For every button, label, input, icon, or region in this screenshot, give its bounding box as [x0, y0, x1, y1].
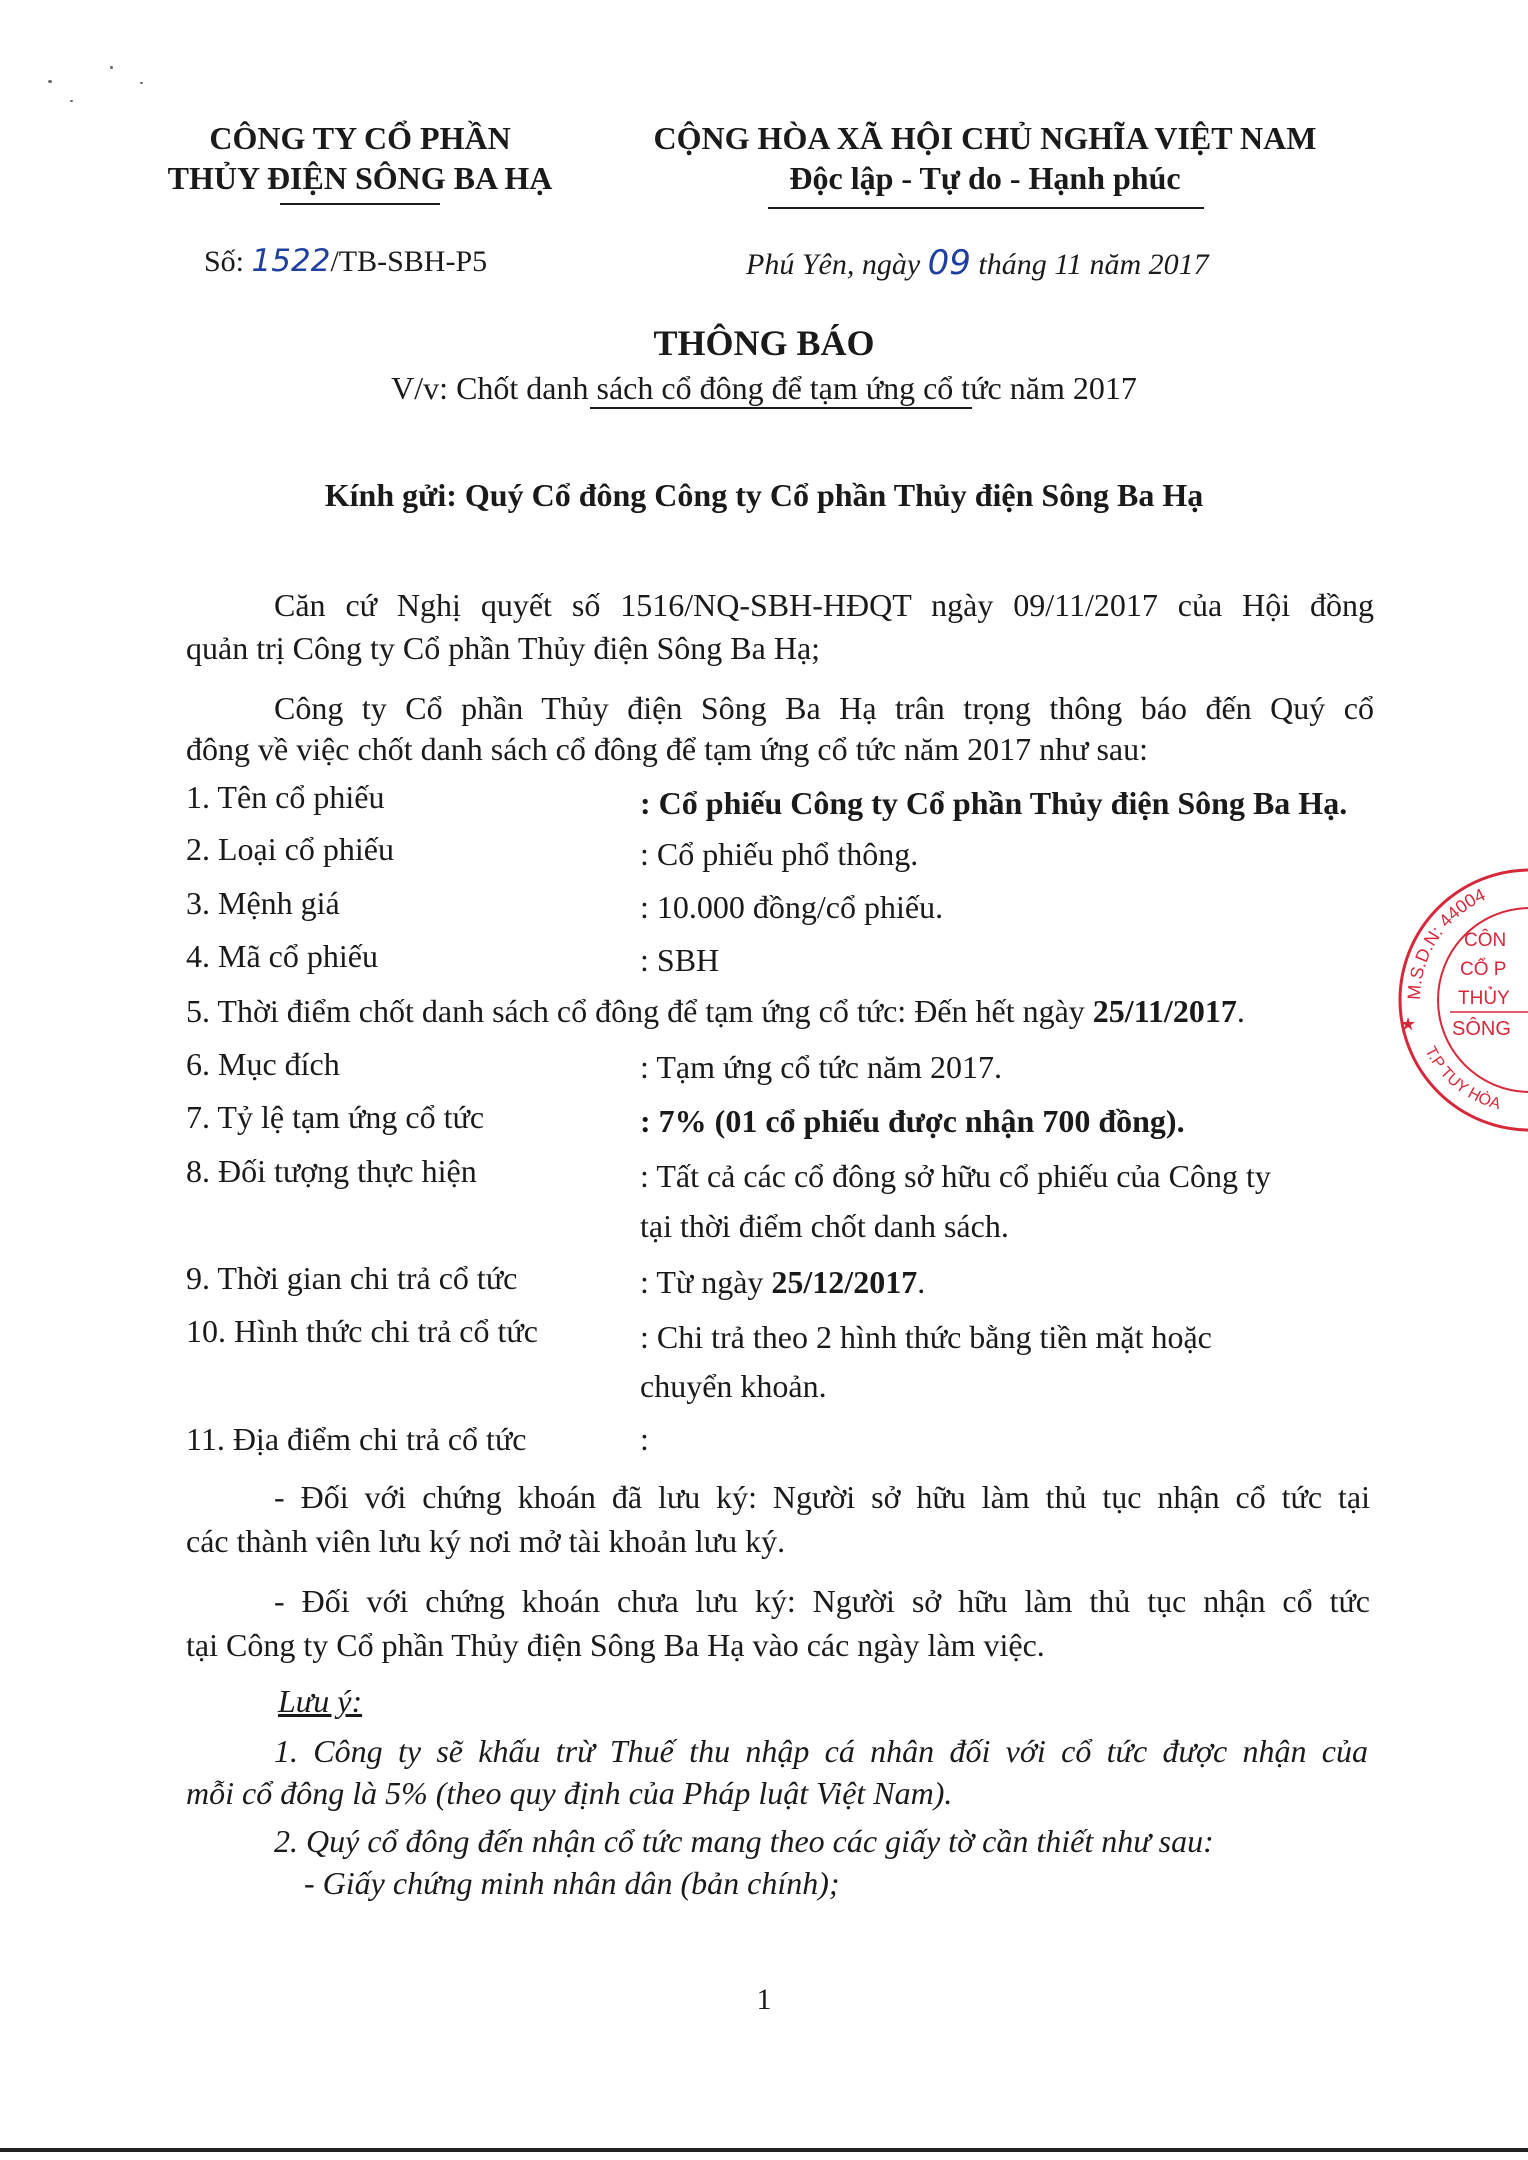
place-undeposited-line-1: - Đối với chứng khoán chưa lưu ký: Người sở hữu làm thủ tục nhận cổ tức	[274, 1583, 1370, 1619]
item-4-label: 4. Mã cổ phiếu	[186, 938, 378, 974]
page-number: 1	[756, 1983, 772, 2016]
document-number-prefix: Số:	[204, 245, 245, 278]
item-9-value	[640, 1261, 925, 1303]
item-9-label: 9. Thời gian chi trả cổ tức	[186, 1260, 518, 1296]
document-date	[746, 243, 1209, 285]
company-underline	[280, 203, 440, 205]
item-9-value-prefix: : Từ ngày	[640, 1264, 772, 1300]
item-5-date: 25/11/2017	[1092, 993, 1237, 1029]
notes-heading: Lưu ý:	[278, 1683, 363, 1719]
subject-underline	[590, 407, 972, 409]
scan-speck	[48, 80, 52, 83]
item-10-value-line-1: : Chi trả theo 2 hình thức bằng tiền mặt hoặc	[640, 1319, 1212, 1355]
document-number-suffix: /TB-SBH-P5	[330, 245, 488, 278]
item-3-label: 3. Mệnh giá	[186, 885, 340, 921]
date-day-handwritten: 09	[927, 243, 971, 283]
paragraph-2-line-1: Công ty Cổ phần Thủy điện Sông Ba Hạ trân trọng thông báo đến Quý cổ	[274, 690, 1374, 726]
place-undeposited-line-2: tại Công ty Cổ phần Thủy điện Sông Ba Hạ vào các ngày làm việc.	[186, 1627, 1045, 1663]
seal-line-4: SÔNG	[1452, 1018, 1511, 1040]
place-deposited-line-2: các thành viên lưu ký nơi mở tài khoản lưu ký.	[186, 1523, 786, 1559]
seal-line-3: THỦY	[1458, 988, 1510, 1009]
item-5-end: .	[1236, 993, 1245, 1029]
item-10-value-line-2: chuyển khoản.	[640, 1368, 827, 1404]
scan-bottom-edge	[0, 2148, 1528, 2152]
seal-text-bottom: T.P TUY HÒA	[1421, 1043, 1503, 1114]
document-subject: V/v: Chốt danh sách cổ đông để tạm ứng cổ tức năm 2017	[391, 370, 1137, 406]
scan-speck	[110, 66, 113, 69]
item-6-value: : Tạm ứng cổ tức năm 2017.	[640, 1049, 1003, 1085]
item-8-value-line-2: tại thời điểm chốt danh sách.	[640, 1208, 1009, 1244]
item-2-value: : Cổ phiếu phổ thông.	[640, 836, 919, 872]
document-number	[204, 241, 487, 282]
note-1-line-2: mỗi cổ đông là 5% (theo quy định của Pháp luật Việt Nam).	[186, 1775, 953, 1811]
motto-underline	[768, 207, 1204, 209]
paragraph-1-line-1: Căn cứ Nghị quyết số 1516/NQ-SBH-HĐQT ngày 09/11/2017 của Hội đồng	[274, 587, 1374, 623]
country-name: CỘNG HÒA XÃ HỘI CHỦ NGHĨA VIỆT NAM	[653, 120, 1317, 156]
seal-star: ★	[1400, 1014, 1417, 1034]
note-2-line-1: 2. Quý cổ đông đến nhận cổ tức mang theo các giấy tờ cần thiết như sau:	[274, 1823, 1214, 1859]
item-9-value-end: .	[917, 1264, 926, 1300]
seal-line-1: CÔN	[1464, 930, 1507, 951]
item-10-label: 10. Hình thức chi trả cổ tức	[186, 1313, 538, 1349]
company-name-line2: THỦY ĐIỆN SÔNG BA HẠ	[167, 160, 553, 196]
item-3-value: : 10.000 đồng/cổ phiếu.	[640, 889, 944, 925]
date-prefix: Phú Yên, ngày	[746, 248, 921, 281]
seal-line-2: CỔ P	[1460, 959, 1507, 980]
item-5	[186, 990, 1245, 1032]
item-9-value-date: 25/12/2017	[771, 1264, 918, 1300]
seal-text-top: M.S.D.N: 44004	[1403, 884, 1489, 1001]
place-deposited-line-1: - Đối với chứng khoán đã lưu ký: Người sở hữu làm thủ tục nhận cổ tức tại	[274, 1479, 1370, 1515]
item-11-value: :	[640, 1421, 649, 1457]
paragraph-1-line-2: quản trị Công ty Cổ phần Thủy điện Sông Ba Hạ;	[186, 630, 821, 666]
item-2-label: 2. Loại cổ phiếu	[186, 831, 394, 867]
item-8-value-line-1: : Tất cả các cổ đông sở hữu cổ phiếu của Công ty	[640, 1158, 1271, 1194]
company-seal	[1380, 850, 1528, 1150]
item-5-text: 5. Thời điểm chốt danh sách cổ đông để tạm ứng cổ tức: Đến hết ngày	[186, 993, 1093, 1029]
scan-speck	[70, 100, 73, 102]
item-7-label: 7. Tỷ lệ tạm ứng cổ tức	[186, 1099, 485, 1135]
recipient-line: Kính gửi: Quý Cổ đông Công ty Cổ phần Thủy điện Sông Ba Hạ	[324, 477, 1204, 513]
paragraph-2-line-2: đông về việc chốt danh sách cổ đông để tạm ứng cổ tức năm 2017 như sau:	[186, 731, 1149, 767]
item-4-value: : SBH	[640, 942, 720, 978]
item-6-label: 6. Mục đích	[186, 1046, 340, 1082]
item-7-value: : 7% (01 cổ phiếu được nhận 700 đồng).	[640, 1103, 1185, 1139]
company-name-line1: CÔNG TY CỔ PHẦN	[209, 120, 511, 156]
scan-speck	[140, 82, 143, 84]
item-1-value: : Cổ phiếu Công ty Cổ phần Thủy điện Sông Ba Hạ.	[640, 785, 1348, 821]
item-8-label: 8. Đối tượng thực hiện	[186, 1153, 477, 1189]
date-suffix: tháng 11 năm 2017	[978, 248, 1209, 281]
document-title: THÔNG BÁO	[653, 323, 875, 363]
item-1-label: 1. Tên cổ phiếu	[186, 779, 385, 815]
note-2-line-2: - Giấy chứng minh nhân dân (bản chính);	[304, 1865, 840, 1901]
national-motto: Độc lập - Tự do - Hạnh phúc	[789, 160, 1181, 196]
document-number-handwritten: 1522	[251, 243, 331, 279]
note-1-line-1: 1. Công ty sẽ khấu trừ Thuế thu nhập cá nhân đối với cổ tức được nhận của	[274, 1733, 1368, 1769]
item-11-label: 11. Địa điểm chi trả cổ tức	[186, 1421, 527, 1457]
